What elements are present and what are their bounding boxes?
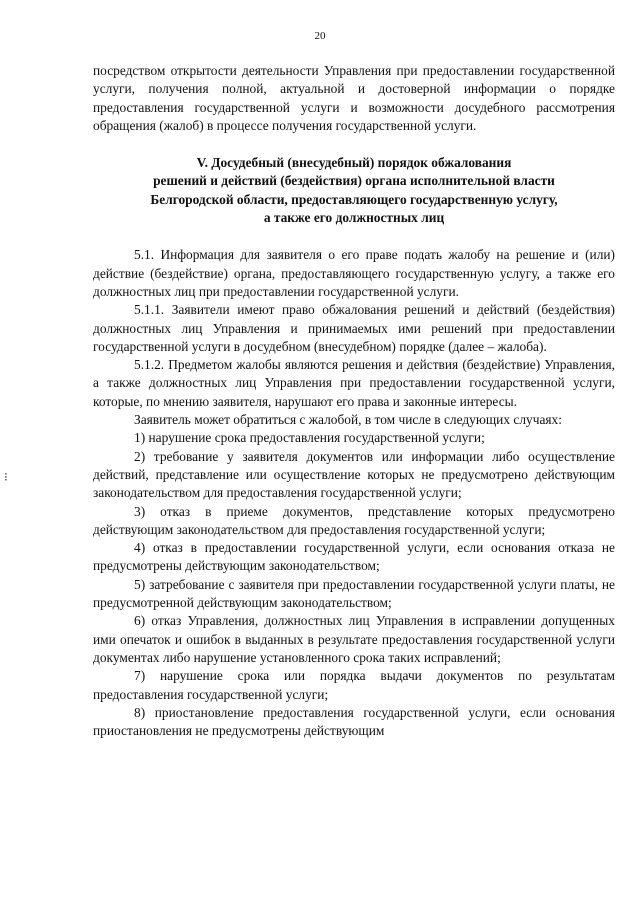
paragraph-5-1-1: 5.1.1. Заявители имеют право обжалования решений и действий (бездействия) должностных лиц Управления и принимаемых ими решений при предоставлении государственной услуги в досудебном (внесудебном) порядке (далее – жалоба). — [93, 302, 615, 354]
list-item-2: 2) требование у заявителя документов или информации либо осуществление действий, представление или осуществление которых не предусмотрено действующим законодательством для предоставления государственной услуги; — [93, 448, 615, 501]
list-item-1: 1) нарушение срока предоставления государственной услуги; — [134, 430, 485, 446]
section-title-line-4: а также его должностных лиц — [263, 210, 445, 226]
section-title-line-1: V. Досудебный (внесудебный) порядок обжалования — [196, 155, 512, 171]
margin-mark-icon: ⁝ — [4, 470, 8, 484]
list-item-5: 5) затребование с заявителя при предоставлении государственной услуги платы, не предусмотренной действующим законодательством; — [93, 576, 615, 611]
list-item-4: 4) отказ в предоставлении государственной услуги, если основания отказа не предусмотрены действующим законодательством; — [93, 540, 615, 574]
section-title-line-2: решений и действий (бездействия) органа исполнительной власти — [153, 173, 555, 189]
list-item-7: 7) нарушение срока или порядка выдачи документов по результатам предоставления государственной услуги; — [93, 668, 615, 702]
page-number: 20 — [314, 30, 326, 42]
paragraph-intro: посредством открытости деятельности Управления при предоставлении государственной услуги, получения полной, актуальной и достоверной информации о порядке предоставления государственной услуги и возможности досудебного рассмотрения обращения (жалоб) в процессе получения государственной услуги. — [93, 63, 615, 133]
section-title — [93, 154, 615, 227]
list-item-6: 6) отказ Управления, должностных лиц Управления в исправлении допущенных ими опечаток и ошибок в выданных в результате предоставления государственной услуги документах либо нарушение установленного срока таких исправлений; — [93, 613, 615, 665]
paragraph-5-1-2: 5.1.2. Предметом жалобы являются решения и действия (бездействие) Управления, а также должностных лиц Управления при предоставлении государственной услуги, которые, по мнению заявителя, нарушают его права и законные интересы. — [93, 357, 615, 409]
document-body — [93, 62, 615, 740]
list-item-3: 3) отказ в приеме документов, представление которых предусмотрено действующим законодательством для предоставления государственной услуги; — [93, 503, 615, 537]
paragraph-cases-intro: Заявитель может обратиться с жалобой, в том числе в следующих случаях: — [134, 412, 562, 428]
paragraph-5-1: 5.1. Информация для заявителя о его праве подать жалобу на решение и (или) действие (бездействие) органа, предоставляющего государственную услугу, а также его должностных лиц при предоставлении государственной услуги. — [93, 247, 615, 299]
section-title-line-3: Белгородской области, предоставляющего государственную услугу, — [150, 191, 558, 207]
list-item-8: 8) приостановление предоставления государственной услуги, если основания приостановления не предусмотрены действующим — [93, 704, 615, 739]
